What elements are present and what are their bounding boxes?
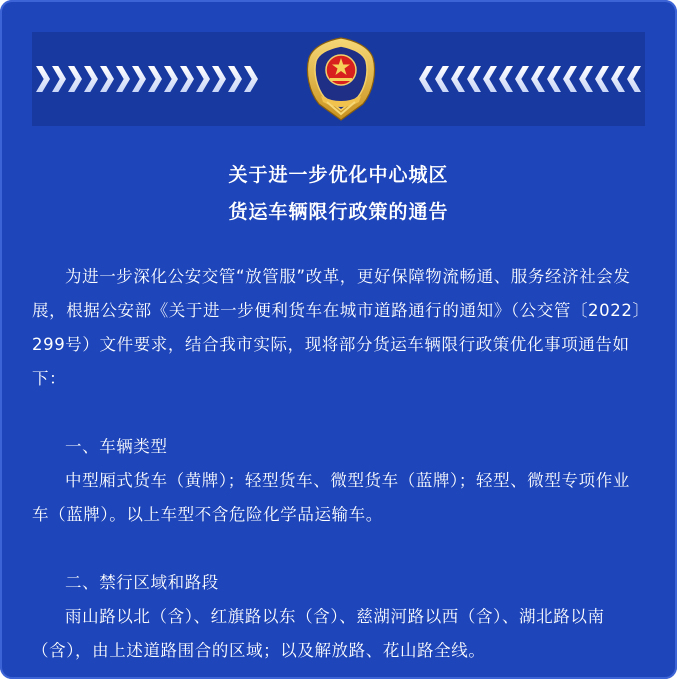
chevron-left-icon: [563, 66, 577, 92]
chevron-left-icon: [419, 66, 433, 92]
chevron-right-icon: [116, 66, 130, 92]
chevron-right-icon: [180, 66, 194, 92]
chevron-left-icon: [531, 66, 545, 92]
chevron-left-icon: [515, 66, 529, 92]
chevron-right-icon: [52, 66, 66, 92]
notice-title-line-1: 关于进一步优化中心城区: [228, 164, 449, 186]
chevron-right-icon: [212, 66, 226, 92]
chevron-right-icon: [132, 66, 146, 92]
right-arrow-strip: [419, 66, 641, 92]
chevron-left-icon: [547, 66, 561, 92]
chevron-left-icon: [483, 66, 497, 92]
intro-paragraph: 为进一步深化公安交管“放管服”改革，更好保障物流畅通、服务经济社会发展，根据公安部《关于进一步便利货车在城市道路通行的通知》（公交管〔2022〕299号）文件要求，结合我市实际，现将部分货运车辆限行政策优化事项通告如下：: [32, 267, 642, 388]
chevron-right-icon: [148, 66, 162, 92]
chevron-left-icon: [611, 66, 625, 92]
chevron-right-icon: [244, 66, 258, 92]
left-arrow-strip: [36, 66, 258, 92]
chevron-right-icon: [164, 66, 178, 92]
chevron-right-icon: [228, 66, 242, 92]
chevron-left-icon: [627, 66, 641, 92]
chevron-left-icon: [467, 66, 481, 92]
section-heading-vehicle-types: 一、车辆类型: [65, 437, 168, 456]
chevron-left-icon: [435, 66, 449, 92]
chevron-right-icon: [68, 66, 82, 92]
section-heading-restricted-areas: 二、禁行区域和路段: [65, 573, 219, 592]
chevron-right-icon: [84, 66, 98, 92]
chevron-left-icon: [499, 66, 513, 92]
section-body-restricted-areas: 雨山路以北（含）、红旗路以东（含）、慈湖河路以西（含）、湖北路以南（含），由上述道路围合的区域；以及解放路、花山路全线。: [32, 607, 605, 660]
chevron-left-icon: [451, 66, 465, 92]
chevron-right-icon: [196, 66, 210, 92]
chevron-left-icon: [579, 66, 593, 92]
section-body-vehicle-types: 中型厢式货车（黄牌）；轻型货车、微型货车（蓝牌）；轻型、微型专项作业车（蓝牌）。以上车型不含危险化学品运输车。: [32, 471, 630, 524]
header-banner: [32, 32, 645, 126]
police-emblem-icon: [303, 36, 379, 122]
chevron-left-icon: [595, 66, 609, 92]
notice-title-line-2: 货运车辆限行政策的通告: [228, 201, 449, 223]
chevron-right-icon: [100, 66, 114, 92]
chevron-right-icon: [36, 66, 50, 92]
